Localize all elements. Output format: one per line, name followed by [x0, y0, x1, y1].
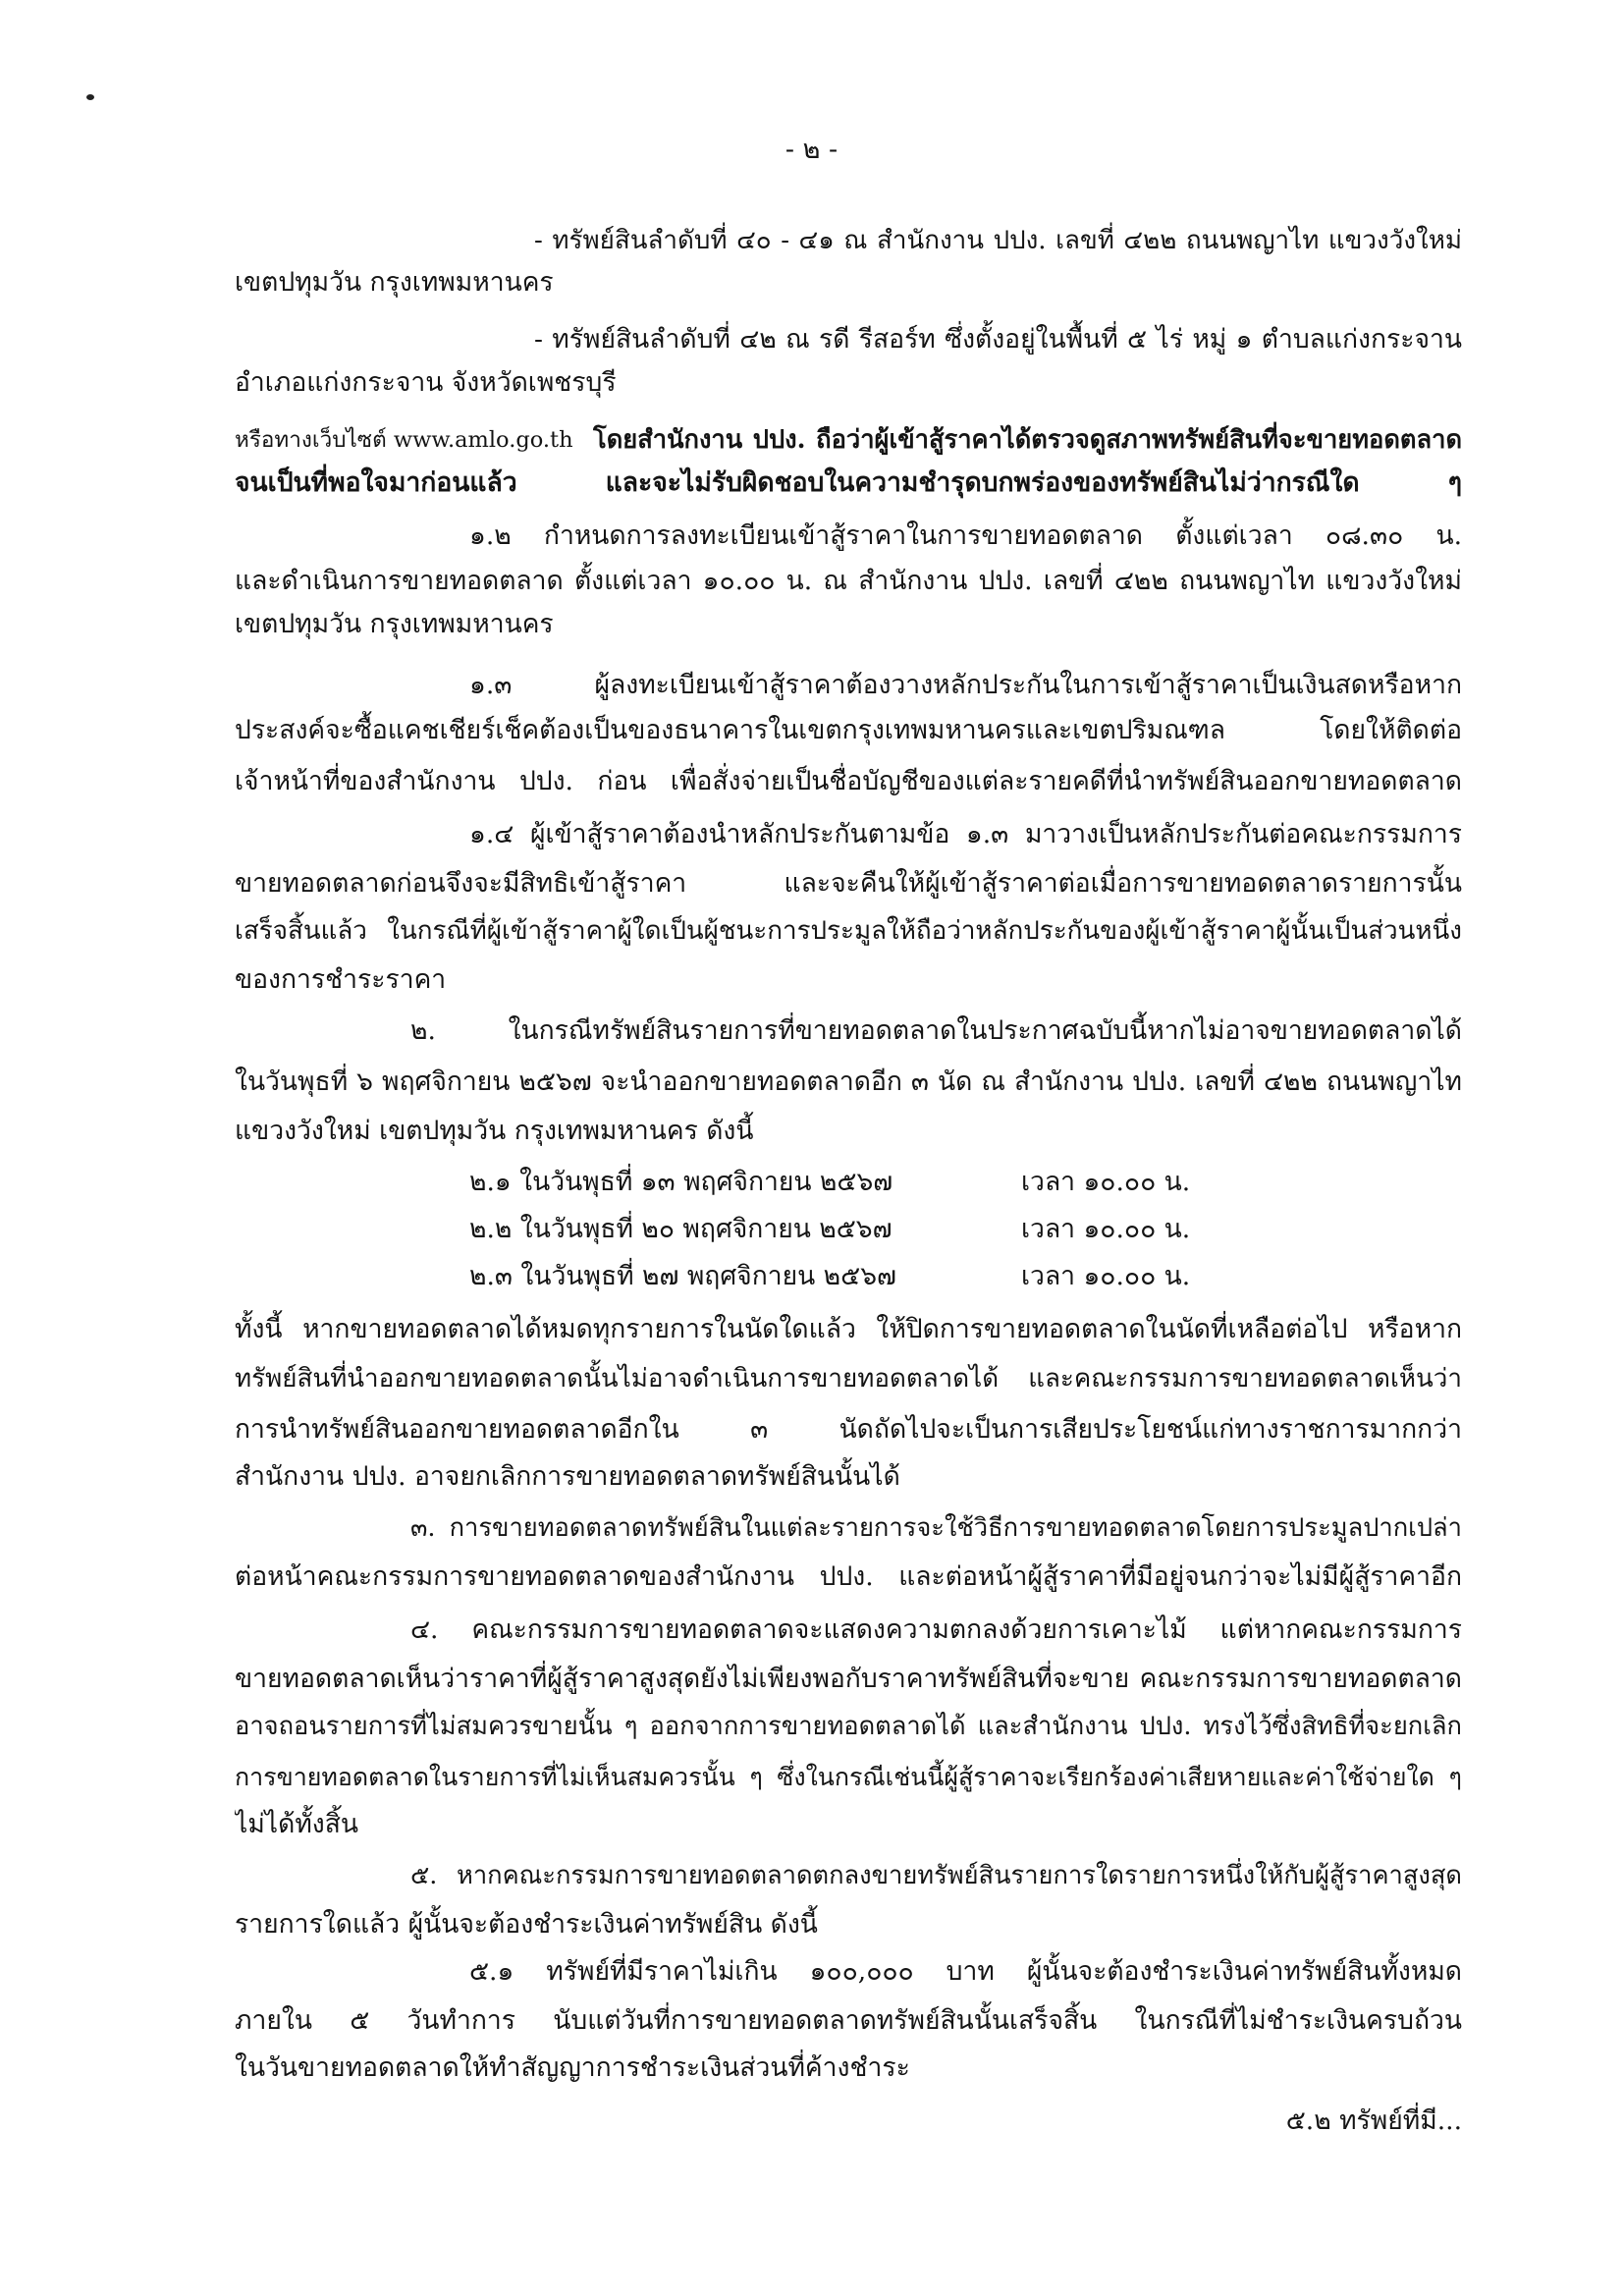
paragraph-line: ๒. ในกรณีทรัพย์สินรายการที่ขายทอดตลาดในประกาศฉบับนี้หากไม่อาจขายทอดตลาดได้: [410, 1015, 1462, 1046]
paragraph-line: การขายทอดตลาดในรายการที่ไม่เห็นสมควรนั้น ๆ ซึ่งในกรณีเช่นนี้ผู้สู้ราคาจะเรียกร้องค่าเสียหายและค่าใช้จ่ายใด ๆ: [235, 1763, 1462, 1791]
schedule-date: ๒.๑ ในวันพุธที่ ๑๓ พฤศจิกายน ๒๕๖๗: [469, 1167, 893, 1197]
paragraph-line: เสร็จสิ้นแล้ว ในกรณีที่ผู้เข้าสู้ราคาผู้ใดเป็นผู้ชนะการประมูลให้ถือว่าหลักประกันของผู้เข้าสู้ราคาผู้นั้นเป็นส่วนหนึ่ง: [235, 916, 1462, 946]
disclaimer-line: โดยสำนักงาน ปปง. ถือว่าผู้เข้าสู้ราคาได้ตรวจดูสภาพทรัพย์สินที่จะขายทอดตลาด: [593, 425, 1462, 455]
paragraph-line: อาจถอนรายการที่ไม่สมควรขายนั้น ๆ ออกจากการขายทอดตลาดได้ และสำนักงาน ปปง. ทรงไว้ซึ่งสิทธิที่จะยกเลิก: [235, 1712, 1462, 1741]
paragraph-line: ในวันขายทอดตลาดให้ทำสัญญาการชำระเงินส่วนที่ค้างชำระ: [235, 2052, 910, 2083]
schedule-time: เวลา ๑๐.๐๐ น.: [1021, 1214, 1191, 1244]
paragraph-line: ทั้งนี้ หากขายทอดตลาดได้หมดทุกรายการในนัดใดแล้ว ให้ปิดการขายทอดตลาดในนัดที่เหลือต่อไป หรือหาก: [235, 1314, 1462, 1344]
paragraph-line: - ทรัพย์สินลำดับที่ ๔๒ ณ รดี รีสอร์ท ซึ่งตั้งอยู่ในพื้นที่ ๕ ไร่ หมู่ ๑ ตำบลแก่งกระจาน: [534, 324, 1462, 355]
paragraph-line: เขตปทุมวัน กรุงเทพมหานคร: [235, 609, 554, 639]
paragraph-line: ประสงค์จะซื้อแคชเชียร์เช็คต้องเป็นของธนาคารในเขตกรุงเทพมหานครและเขตปริมณฑล โดยให้ติดต่อ: [235, 715, 1462, 745]
page-number: - ๒ -: [784, 135, 839, 165]
paragraph-line: ขายทอดตลาดก่อนจึงจะมีสิทธิเข้าสู้ราคา และจะคืนให้ผู้เข้าสู้ราคาต่อเมื่อการขายทอดตลาดรายการนั้น: [235, 868, 1462, 899]
continuation-marker: ๕.๒ ทรัพย์ที่มี...: [1285, 2105, 1462, 2136]
paragraph-line: ในวันพุธที่ ๖ พฤศจิกายน ๒๕๖๗ จะนำออกขายทอดตลาดอีก ๓ นัด ณ สำนักงาน ปปง. เลขที่ ๔๒๒ ถนนพญาไท: [235, 1066, 1462, 1097]
paragraph-line: ๕.๑ ทรัพย์ที่มีราคาไม่เกิน ๑๐๐,๐๐๐ บาท ผู้นั้นจะต้องชำระเงินค่าทรัพย์สินทั้งหมด: [469, 1956, 1462, 1987]
paragraph-line: เขตปทุมวัน กรุงเทพมหานคร: [235, 267, 554, 298]
paragraph-line: ๔. คณะกรรมการขายทอดตลาดจะแสดงความตกลงด้วยการเคาะไม้ แต่หากคณะกรรมการ: [410, 1614, 1462, 1645]
paragraph-line: รายการใดแล้ว ผู้นั้นจะต้องชำระเงินค่าทรัพย์สิน ดังนี้: [235, 1909, 818, 1940]
scan-speck: [86, 94, 94, 100]
paragraph-line: การนำทรัพย์สินออกขายทอดตลาดอีกใน ๓ นัดถัดไปจะเป็นการเสียประโยชน์แก่ทางราชการมากกว่า: [235, 1414, 1462, 1445]
paragraph-line: ๑.๒ กำหนดการลงทะเบียนเข้าสู้ราคาในการขายทอดตลาด ตั้งแต่เวลา ๐๘.๓๐ น.: [469, 520, 1462, 551]
paragraph-line: ๑.๓ ผู้ลงทะเบียนเข้าสู้ราคาต้องวางหลักประกันในการเข้าสู้ราคาเป็นเงินสดหรือหาก: [469, 670, 1462, 700]
website-text: หรือทางเว็บไซต์ www.amlo.go.th: [235, 427, 573, 453]
schedule-time: เวลา ๑๐.๐๐ น.: [1021, 1167, 1191, 1197]
schedule-date: ๒.๓ ในวันพุธที่ ๒๗ พฤศจิกายน ๒๕๖๗: [469, 1261, 896, 1291]
paragraph-line: อำเภอแก่งกระจาน จังหวัดเพชรบุรี: [235, 367, 617, 398]
paragraph-line: และดำเนินการขายทอดตลาด ตั้งแต่เวลา ๑๐.๐๐ น. ณ สำนักงาน ปปง. เลขที่ ๔๒๒ ถนนพญาไท แขวงวังใหม่: [235, 566, 1462, 596]
paragraph-line: ๑.๔ ผู้เข้าสู้ราคาต้องนำหลักประกันตามข้อ ๑.๓ มาวางเป็นหลักประกันต่อคณะกรรมการ: [469, 819, 1462, 849]
paragraph-line: แขวงวังใหม่ เขตปทุมวัน กรุงเทพมหานคร ดังนี้: [235, 1116, 754, 1146]
paragraph-line: ต่อหน้าคณะกรรมการขายทอดตลาดของสำนักงาน ปปง. และต่อหน้าผู้สู้ราคาที่มีอยู่จนกว่าจะไม่มีผู้สู้ราคาอีก: [235, 1561, 1462, 1592]
paragraph-line: ๓. การขายทอดตลาดทรัพย์สินในแต่ละรายการจะใช้วิธีการขายทอดตลาดโดยการประมูลปากเปล่า: [410, 1513, 1462, 1543]
paragraph-line: ทรัพย์สินที่นำออกขายทอดตลาดนั้นไม่อาจดำเนินการขายทอดตลาดได้ และคณะกรรมการขายทอดตลาดเห็นว่า: [235, 1364, 1462, 1394]
schedule-date: ๒.๒ ในวันพุธที่ ๒๐ พฤศจิกายน ๒๕๖๗: [469, 1214, 893, 1244]
paragraph-line: ๕. หากคณะกรรมการขายทอดตลาดตกลงขายทรัพย์สินรายการใดรายการหนึ่งให้กับผู้สู้ราคาสูงสุด: [410, 1861, 1462, 1890]
disclaimer-line: จนเป็นที่พอใจมาก่อนแล้ว และจะไม่รับผิดชอบในความชำรุดบกพร่องของทรัพย์สินไม่ว่ากรณีใด ๆ: [235, 467, 1462, 498]
paragraph-line: ขายทอดตลาดเห็นว่าราคาที่ผู้สู้ราคาสูงสุดยังไม่เพียงพอกับราคาทรัพย์สินที่จะขาย คณะกรรมการขายทอดตลาด: [235, 1664, 1462, 1694]
paragraph-line: - ทรัพย์สินลำดับที่ ๔๐ - ๔๑ ณ สำนักงาน ปปง. เลขที่ ๔๒๒ ถนนพญาไท แขวงวังใหม่: [534, 226, 1462, 255]
paragraph-line: ไม่ได้ทั้งสิ้น: [235, 1809, 359, 1839]
paragraph-line: สำนักงาน ปปง. อาจยกเลิกการขายทอดตลาดทรัพย์สินนั้นได้: [235, 1461, 900, 1492]
paragraph-line: ภายใน ๕ วันทำการ นับแต่วันที่การขายทอดตลาดทรัพย์สินนั้นเสร็จสิ้น ในกรณีที่ไม่ชำระเงินครบถ้วน: [235, 2005, 1462, 2036]
schedule-time: เวลา ๑๐.๐๐ น.: [1021, 1261, 1191, 1291]
paragraph-line: เจ้าหน้าที่ของสำนักงาน ปปง. ก่อน เพื่อสั่งจ่ายเป็นชื่อบัญชีของแต่ละรายคดีที่นำทรัพย์สินออกขายทอดตลาด: [235, 766, 1462, 796]
paragraph-line: ของการชำระราคา: [235, 964, 447, 995]
